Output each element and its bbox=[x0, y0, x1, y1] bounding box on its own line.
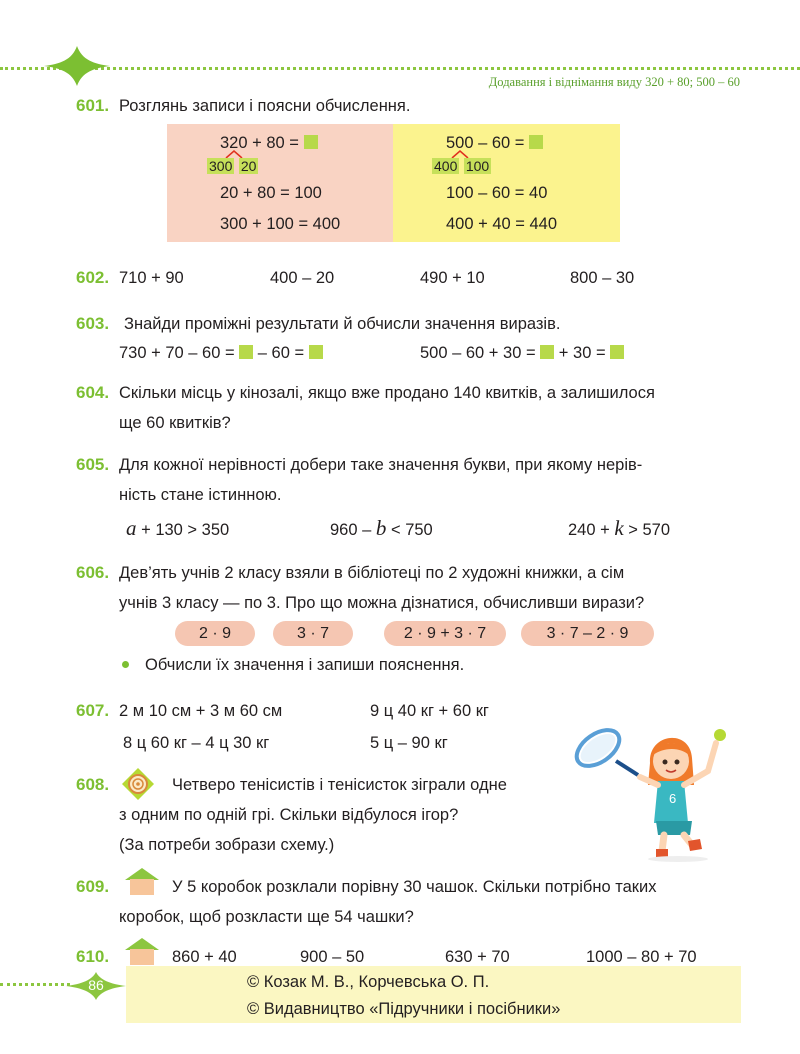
task-608-line-1: Четверо тенісистів і тенісисток зіграли одне bbox=[172, 776, 507, 794]
task-609-line-1: У 5 коробок розклали порівну 30 чашок. Скільки потрібно таких bbox=[172, 878, 657, 896]
leaf-star-icon bbox=[42, 44, 112, 88]
task-606-line-1: Дев’ять учнів 2 класу взяли в бібліотеці по 2 художні книжки, а сім bbox=[119, 564, 625, 582]
task-602-expr: 800 – 30 bbox=[570, 269, 635, 287]
bullet-icon bbox=[122, 661, 129, 668]
task-610-expr: 630 + 70 bbox=[445, 948, 510, 966]
task-605-line-2: ність стане істинною. bbox=[119, 486, 282, 504]
part-400: 400 bbox=[434, 158, 458, 174]
answer-box bbox=[239, 345, 253, 359]
tennis-ball-icon bbox=[714, 729, 726, 741]
task-610-expr: 1000 – 80 + 70 bbox=[586, 948, 697, 966]
inequality-1: a + 130 > 350 bbox=[126, 516, 230, 540]
task-609-number: 609. bbox=[76, 877, 110, 896]
expression-pill: 3 · 7 bbox=[273, 621, 353, 646]
left-expression: 320 + 80 = bbox=[220, 133, 318, 153]
inequality-3: 240 + k > 570 bbox=[568, 516, 671, 540]
inequality-2: 960 – b < 750 bbox=[330, 516, 433, 540]
expression-pill: 2 · 9 bbox=[175, 621, 255, 646]
task-610-expr: 900 – 50 bbox=[300, 948, 365, 966]
running-title: Додавання і віднімання виду 320 + 80; 500 – 60 bbox=[488, 75, 740, 89]
part-20: 20 bbox=[240, 158, 257, 174]
answer-box bbox=[529, 135, 543, 149]
answer-box bbox=[540, 345, 554, 359]
task-609-line-2: коробок, щоб розкласти ще 54 чашки? bbox=[119, 908, 414, 926]
task-602-expr: 400 – 20 bbox=[270, 269, 335, 287]
task-602-expr: 490 + 10 bbox=[420, 269, 485, 287]
shirt-number: 6 bbox=[669, 791, 677, 806]
task-604-line-1: Скільки місць у кінозалі, якщо вже продано 140 квитків, а залишилося bbox=[119, 384, 655, 402]
page-number: 86 bbox=[88, 977, 104, 993]
task-603-expr-1: 730 + 70 – 60 = – 60 = bbox=[119, 343, 323, 363]
expression-pill: 3 · 7 – 2 · 9 bbox=[521, 621, 654, 646]
task-604-number: 604. bbox=[76, 383, 110, 402]
task-608-line-2: з одним по одній грі. Скільки відбулося ігор? bbox=[119, 806, 459, 824]
answer-box bbox=[304, 135, 318, 149]
footer-dotted-line bbox=[0, 983, 70, 986]
task-601-number: 601. bbox=[76, 96, 110, 115]
tennis-girl-illustration bbox=[560, 713, 740, 863]
left-line-2: 300 + 100 = 400 bbox=[220, 215, 341, 233]
right-line-2: 400 + 40 = 440 bbox=[446, 215, 558, 233]
right-parts bbox=[432, 158, 491, 176]
right-expression: 500 – 60 = bbox=[446, 133, 543, 153]
left-parts bbox=[207, 158, 258, 176]
house-icon bbox=[123, 936, 161, 966]
task-607-expr: 5 ц – 90 кг bbox=[370, 734, 448, 752]
task-606-bullet-text: Обчисли їх значення і запиши пояснення. bbox=[145, 656, 465, 674]
task-610-number: 610. bbox=[76, 947, 110, 966]
task-605-line-1: Для кожної нерівності добери таке значення букви, при якому нерів- bbox=[119, 456, 643, 474]
right-line-1: 100 – 60 = 40 bbox=[446, 184, 548, 202]
task-607-expr: 2 м 10 см + 3 м 60 см bbox=[119, 702, 283, 720]
header-dotted-line bbox=[0, 67, 800, 70]
task-602-number: 602. bbox=[76, 268, 110, 287]
task-603-expr-2: 500 – 60 + 30 = + 30 = bbox=[420, 343, 624, 363]
house-icon bbox=[123, 866, 161, 896]
part-100: 100 bbox=[465, 158, 490, 174]
copyright-publisher: © Видавництво «Підручники і посібники» bbox=[247, 1000, 561, 1018]
answer-box bbox=[610, 345, 624, 359]
task-606-line-2: учнів 3 класу — по 3. Про що можна дізнатися, обчисливши вирази? bbox=[119, 594, 645, 612]
task-604-line-2: ще 60 квитків? bbox=[119, 414, 231, 432]
task-605-number: 605. bbox=[76, 455, 110, 474]
task-603-text: Знайди проміжні результати й обчисли значення виразів. bbox=[124, 315, 561, 333]
expression-pill: 2 · 9 + 3 · 7 bbox=[384, 621, 506, 646]
task-601-text: Розглянь записи і поясни обчислення. bbox=[119, 97, 411, 115]
part-300: 300 bbox=[209, 158, 233, 174]
left-line-1: 20 + 80 = 100 bbox=[220, 184, 322, 202]
task-606-number: 606. bbox=[76, 563, 110, 582]
task-608-number: 608. bbox=[76, 775, 110, 794]
target-diamond-icon bbox=[120, 766, 156, 802]
task-607-expr: 8 ц 60 кг – 4 ц 30 кг bbox=[123, 734, 270, 752]
task-608-line-3: (За потреби зобрази схему.) bbox=[119, 836, 335, 854]
task-603-number: 603. bbox=[76, 314, 110, 333]
task-610-expr: 860 + 40 bbox=[172, 948, 237, 966]
task-607-number: 607. bbox=[76, 701, 110, 720]
task-607-expr: 9 ц 40 кг + 60 кг bbox=[370, 702, 489, 720]
task-602-expr: 710 + 90 bbox=[119, 269, 184, 287]
answer-box bbox=[309, 345, 323, 359]
copyright-authors: © Козак М. В., Корчевська О. П. bbox=[247, 973, 490, 991]
